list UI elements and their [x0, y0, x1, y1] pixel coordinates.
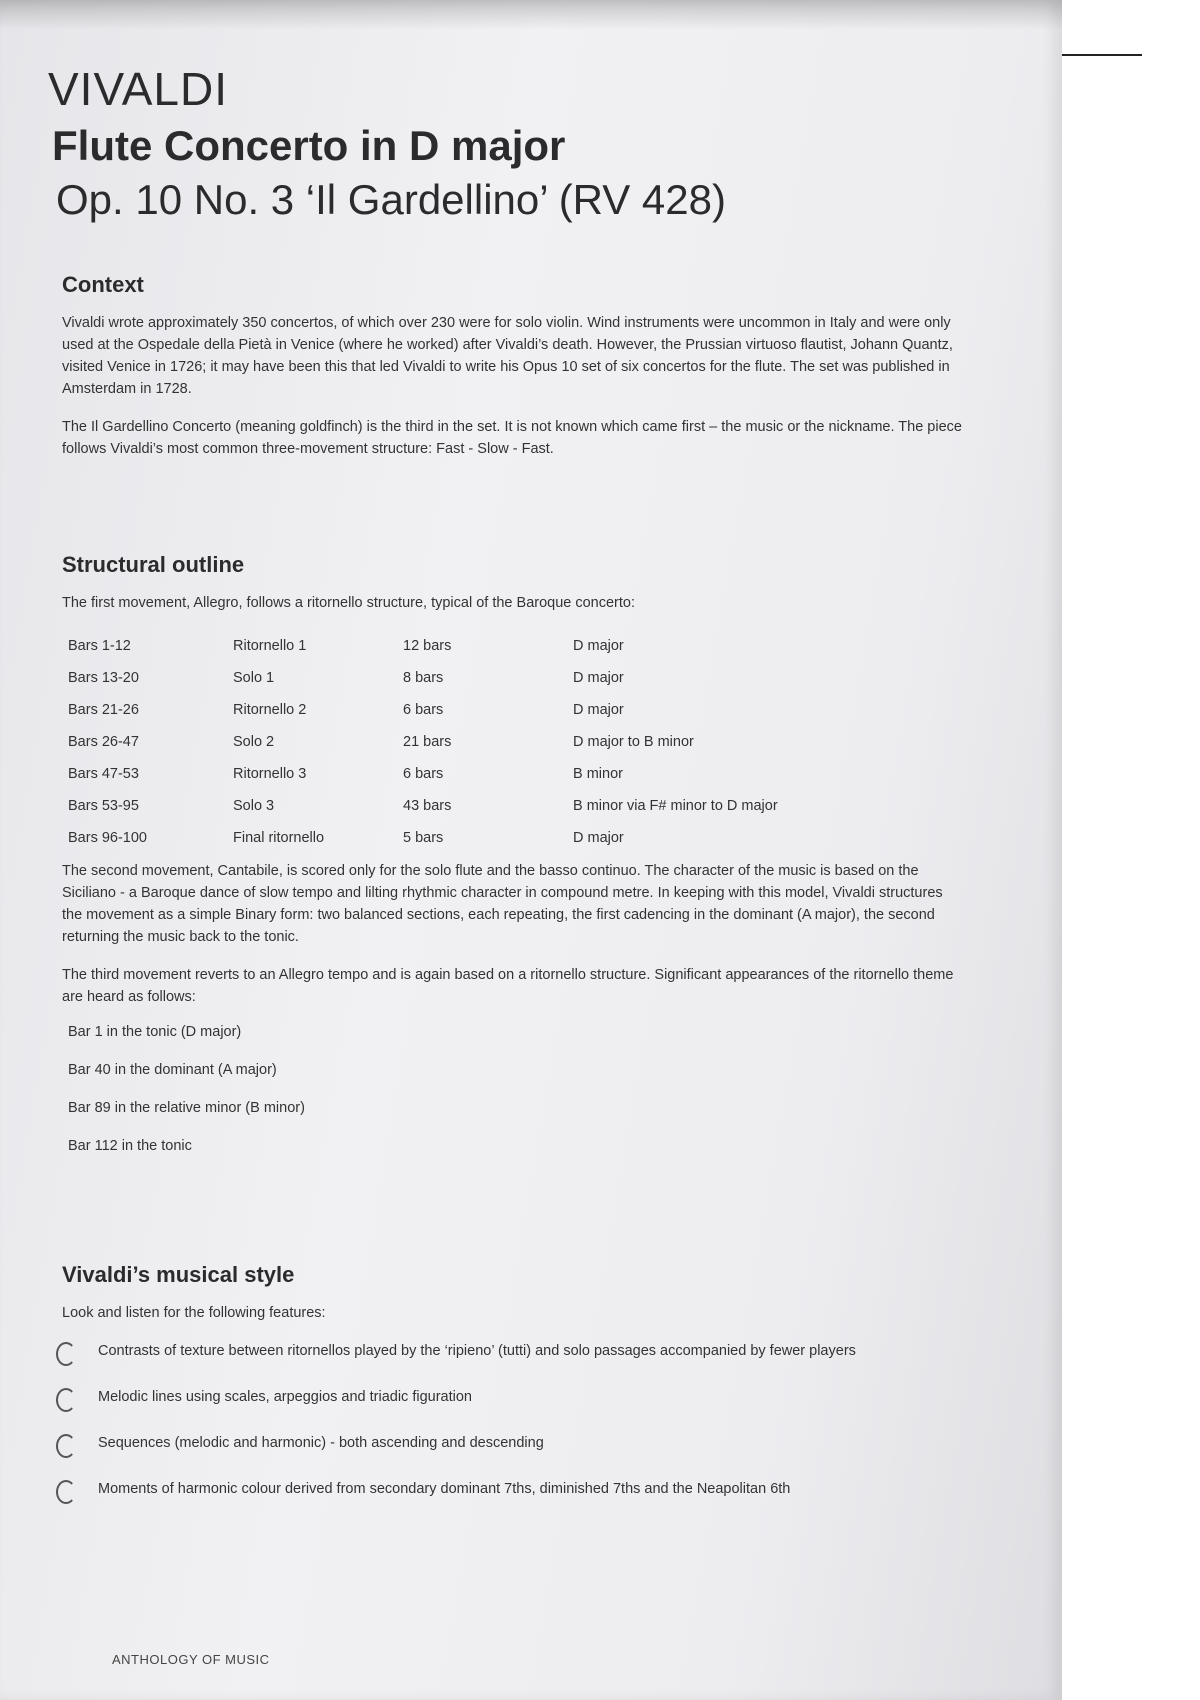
list-item: Bar 1 in the tonic (D major) — [68, 1024, 242, 1040]
bars-cell: Bars 1-12 — [68, 638, 131, 654]
bars-cell: Bars 21-26 — [68, 702, 139, 718]
length-cell: 43 bars — [403, 798, 452, 814]
table-row — [68, 726, 778, 758]
bars-cell: Bars 53-95 — [68, 798, 139, 814]
table-row — [68, 630, 778, 662]
length-cell: 6 bars — [403, 702, 444, 718]
key-cell: D major — [573, 670, 624, 686]
key-cell: D major to B minor — [573, 734, 694, 750]
checkbox-icon[interactable] — [56, 1388, 76, 1412]
margin-rule — [1062, 54, 1142, 56]
checklist-item-label: Contrasts of texture between ritornellos played by the ‘ripieno’ (tutti) and solo passages accompanied by fewer players — [98, 1343, 856, 1359]
work-subtitle: Op. 10 No. 3 ‘Il Gardellino’ (RV 428) — [56, 176, 726, 223]
page-footer: ANTHOLOGY OF MUSIC — [112, 1652, 270, 1667]
key-cell: B minor via F# minor to D major — [573, 798, 778, 814]
work-title: Flute Concerto in D major — [52, 122, 566, 169]
musical-style-intro: Look and listen for the following features: — [62, 1305, 326, 1321]
bars-cell: Bars 13-20 — [68, 670, 139, 686]
structural-outline-heading: Structural outline — [62, 552, 245, 577]
context-heading: Context — [62, 272, 144, 297]
table-row — [68, 662, 778, 694]
section-cell: Solo 3 — [233, 798, 275, 814]
list-item: Bar 40 in the dominant (A major) — [68, 1062, 277, 1078]
list-item: Bar 89 in the relative minor (B minor) — [68, 1100, 305, 1116]
key-cell: B minor — [573, 766, 623, 782]
page-shadow — [0, 0, 1062, 30]
ritornello-appearances-list — [68, 1024, 962, 1154]
composer-name: VIVALDI — [48, 63, 228, 115]
checklist-item[interactable] — [62, 1340, 962, 1362]
bars-cell: Bars 47-53 — [68, 766, 139, 782]
bars-cell: Bars 96-100 — [68, 830, 147, 846]
checklist-item[interactable] — [62, 1432, 962, 1454]
section-cell: Ritornello 3 — [233, 766, 307, 782]
table-row — [68, 790, 778, 822]
key-cell: D major — [573, 702, 624, 718]
checklist-item[interactable] — [62, 1478, 962, 1500]
section-cell: Ritornello 2 — [233, 702, 307, 718]
context-paragraph: The Il Gardellino Concerto (meaning goldfinch) is the third in the set. It is not known which came first – the music or the nickname. The piece follows Vivaldi’s most common three-movement structure: Fast - Slow - Fast. — [62, 419, 962, 457]
checkbox-icon[interactable] — [56, 1434, 76, 1458]
checkbox-icon[interactable] — [56, 1342, 76, 1366]
section-cell: Ritornello 1 — [233, 638, 307, 654]
checklist-item-label: Moments of harmonic colour derived from secondary dominant 7ths, diminished 7ths and the Neapolitan 6th — [98, 1481, 791, 1497]
checklist-item-label: Sequences (melodic and harmonic) - both ascending and descending — [98, 1435, 544, 1451]
length-cell: 12 bars — [403, 638, 452, 654]
first-movement-intro: The first movement, Allegro, follows a ritornello structure, typical of the Baroque concerto: — [62, 595, 636, 611]
key-cell: D major — [573, 830, 624, 846]
musical-style-section — [62, 1262, 962, 1524]
list-item: Bar 112 in the tonic — [68, 1138, 192, 1154]
table-row — [68, 758, 778, 790]
length-cell: 21 bars — [403, 734, 452, 750]
features-checklist — [62, 1340, 962, 1500]
context-section — [62, 272, 962, 476]
third-movement-paragraph: The third movement reverts to an Allegro tempo and is again based on a ritornello structure. Significant appearances of the ritornello theme are heard as follows: — [62, 967, 954, 1005]
checkbox-icon[interactable] — [56, 1480, 76, 1504]
table-row — [68, 822, 778, 854]
key-cell: D major — [573, 638, 624, 654]
checklist-item-label: Melodic lines using scales, arpeggios and triadic figuration — [98, 1389, 472, 1405]
ritornello-table — [68, 630, 778, 854]
second-movement-paragraph: The second movement, Cantabile, is scored only for the solo flute and the basso continuo. The character of the music is based on the Siciliano - a Baroque dance of slow tempo and lilting rhythmic character in compound metre. In keeping with this model, Vivaldi structures the movement as a simple Binary form: two balanced sections, each repeating, the first cadencing in the dominant (A major), the second returning the music back to the tonic. — [62, 863, 943, 945]
structural-outline-section — [62, 552, 962, 1176]
section-cell: Solo 1 — [233, 670, 275, 686]
section-cell: Final ritornello — [233, 830, 325, 846]
length-cell: 8 bars — [403, 670, 444, 686]
checklist-item[interactable] — [62, 1386, 962, 1408]
table-row — [68, 694, 778, 726]
section-cell: Solo 2 — [233, 734, 275, 750]
context-paragraph: Vivaldi wrote approximately 350 concertos, of which over 230 were for solo violin. Wind instruments were uncommon in Italy and were only used at the Ospedale della Pietà in Venice (where he worked) after Vivaldi’s death. However, the Prussian virtuoso flautist, Johann Quantz, visited Venice in 1726; it may have been this that led Vivaldi to write his Opus 10 set of six concertos for the flute. The set was published in Amsterdam in 1728. — [62, 315, 953, 397]
bars-cell: Bars 26-47 — [68, 734, 139, 750]
musical-style-heading: Vivaldi’s musical style — [62, 1262, 295, 1287]
length-cell: 5 bars — [403, 830, 444, 846]
length-cell: 6 bars — [403, 766, 444, 782]
